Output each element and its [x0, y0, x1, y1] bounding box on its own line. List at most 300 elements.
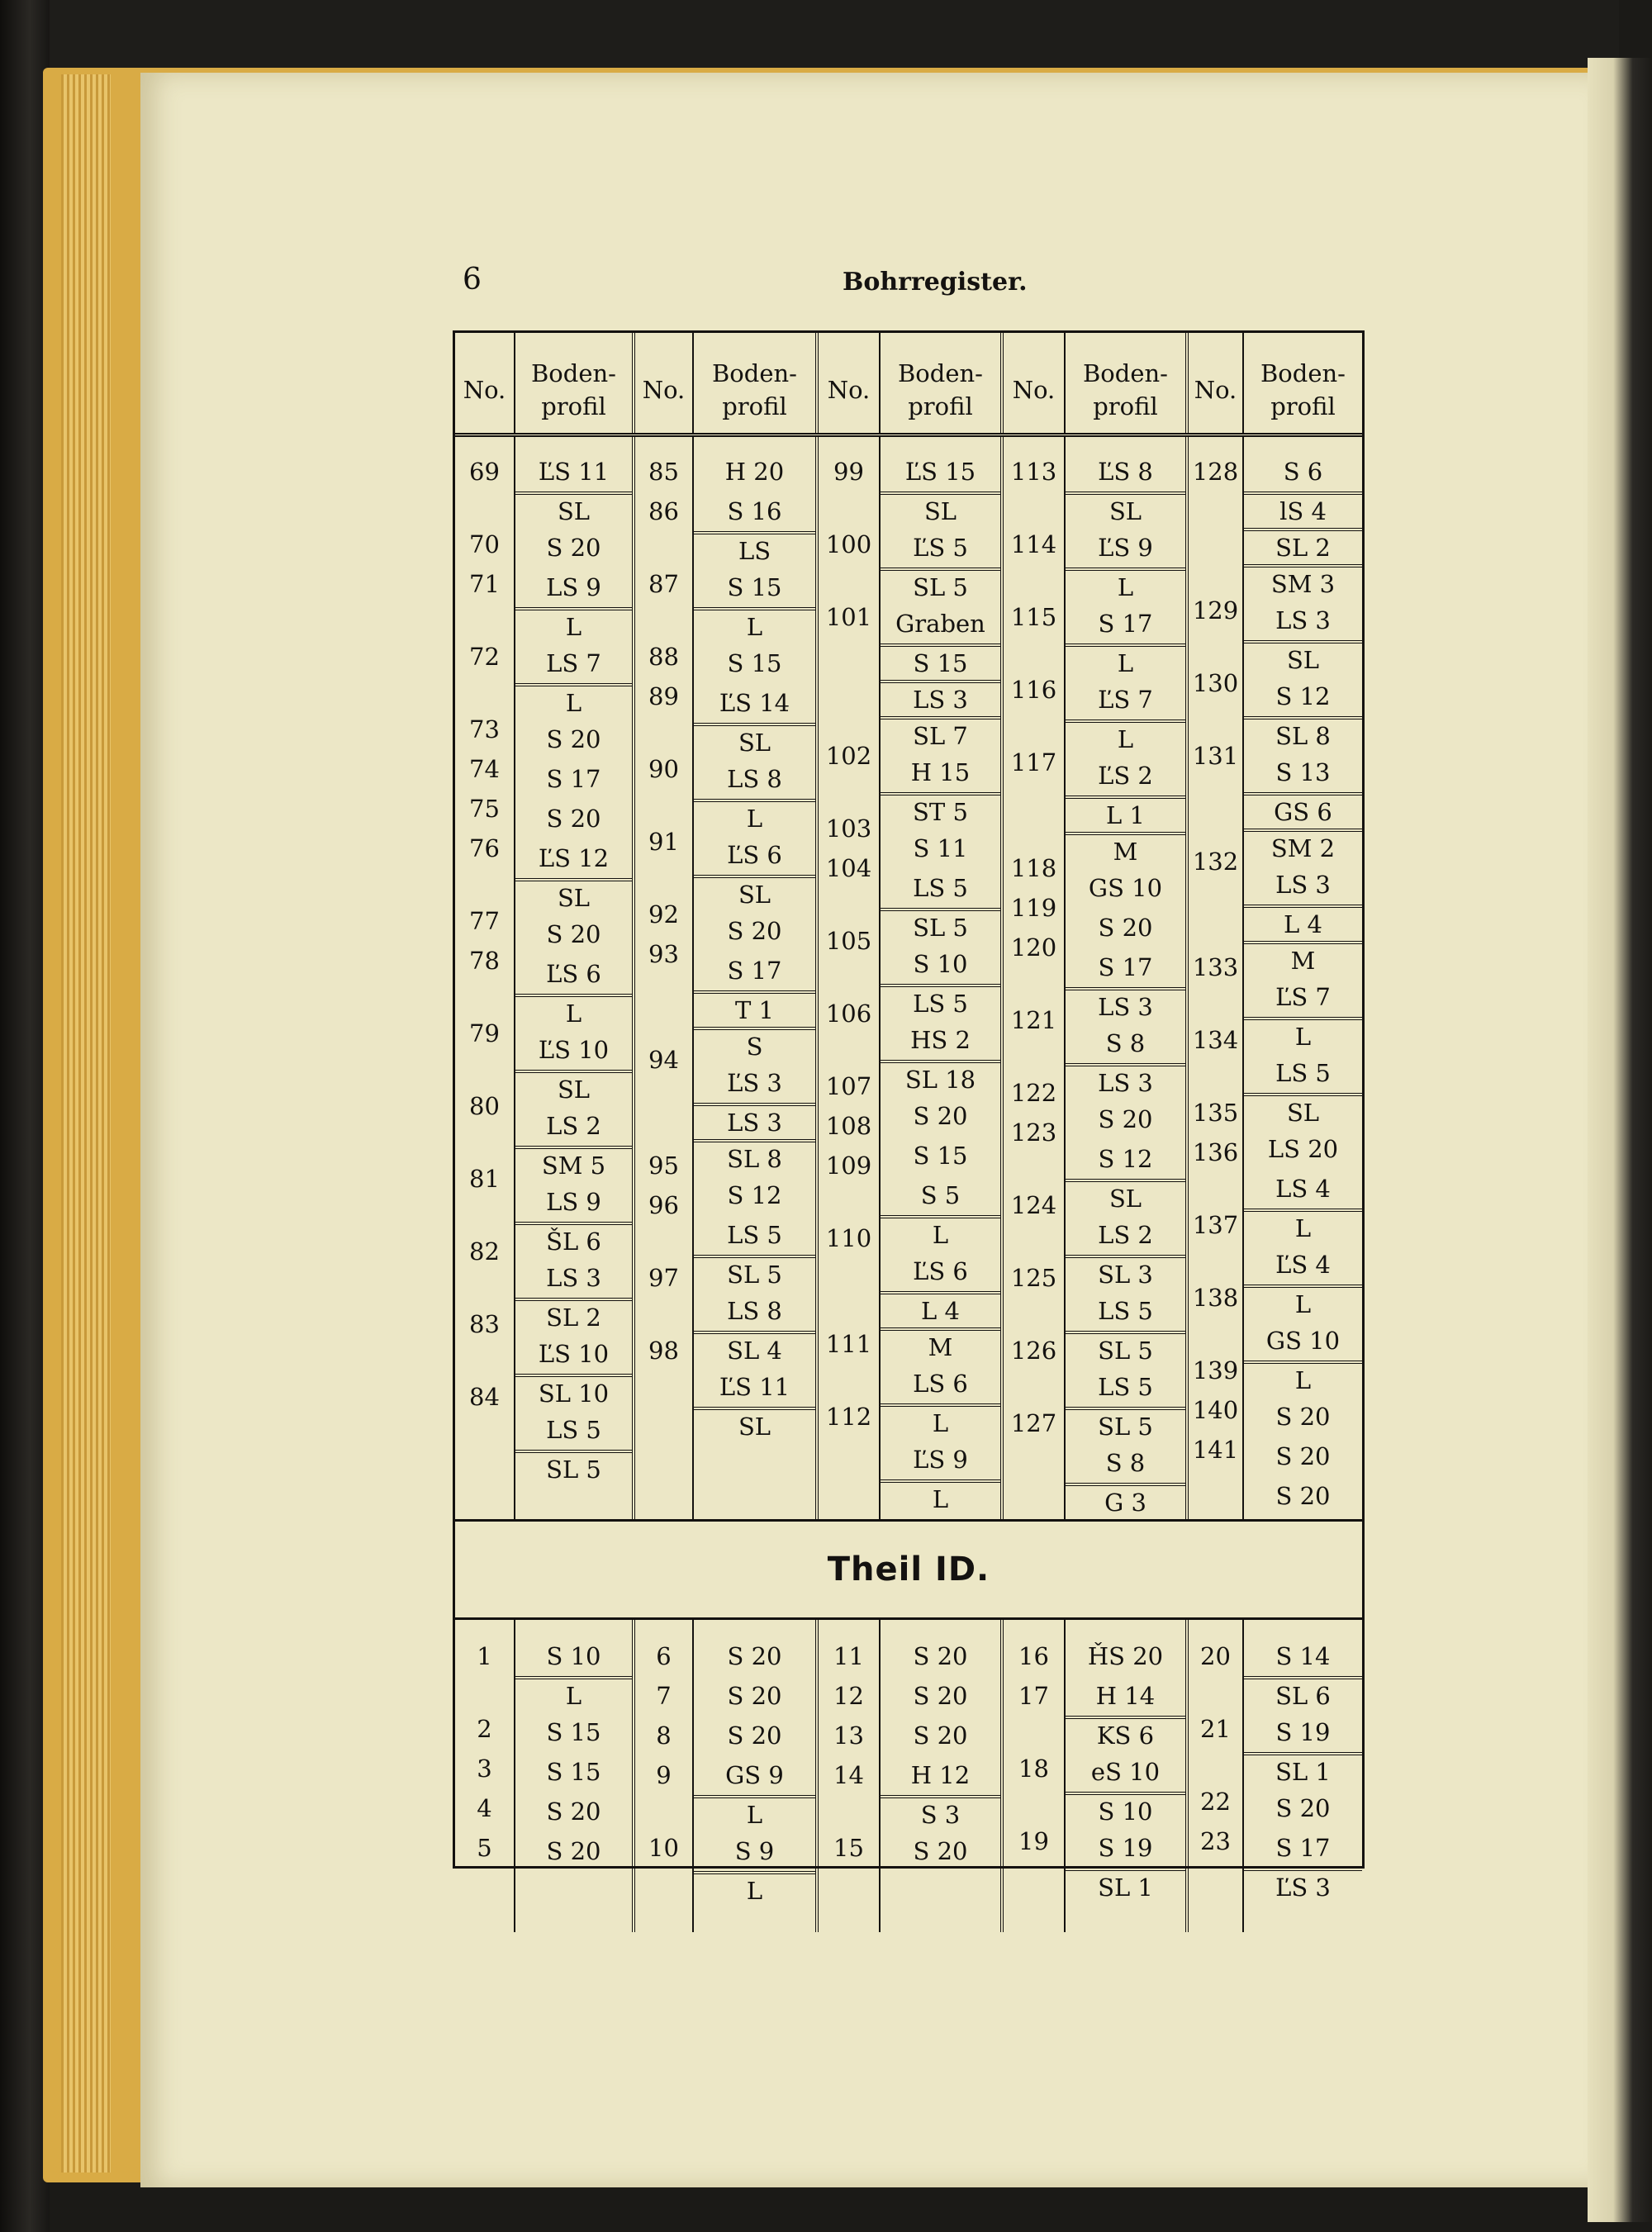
boring-number: 107: [825, 1072, 872, 1100]
soil-layer: L: [515, 607, 632, 643]
soil-profile: [881, 1716, 1000, 1755]
soil-layer: S 17: [1098, 953, 1153, 981]
soil-layer: L 1: [1066, 795, 1185, 832]
soil-layer: LS 7: [546, 649, 601, 677]
soil-layer: H 20: [724, 458, 785, 486]
soil-profile: [1066, 908, 1185, 947]
soil-profile: [515, 799, 632, 838]
soil-profile: [881, 452, 1000, 528]
soil-profile: [1244, 1397, 1362, 1437]
soil-layer: SM 5: [515, 1146, 632, 1182]
boring-number: 2: [477, 1715, 492, 1743]
soil-layer: SL 5: [1066, 1331, 1185, 1367]
soil-layer: S 11: [913, 834, 968, 862]
soil-layer: SL: [881, 492, 1000, 528]
soil-profile: [1066, 947, 1185, 1023]
soil-layer: LS 2: [1098, 1221, 1153, 1249]
boring-number: 110: [825, 1224, 872, 1252]
soil-layer: S 13: [1275, 758, 1331, 786]
soil-layer: S 12: [727, 1181, 782, 1209]
soil-profile: [1244, 753, 1362, 865]
soil-profile: [1066, 1099, 1185, 1139]
soil-profile: [881, 1251, 1000, 1364]
header-row: [455, 333, 1362, 435]
column-no: [455, 435, 515, 1520]
soil-layer: ST 5: [881, 792, 1000, 829]
boring-number: 115: [1010, 603, 1057, 631]
soil-layer: M: [1244, 941, 1362, 977]
soil-layer: LS 3: [1066, 987, 1185, 1023]
header-text-line: profil: [722, 392, 787, 420]
soil-layer: S 20: [1275, 1482, 1331, 1510]
boring-number: 124: [1010, 1191, 1057, 1219]
soil-layer: S 8: [1105, 1029, 1146, 1057]
soil-layer: S 20: [546, 805, 601, 833]
soil-layer: S 20: [546, 920, 601, 948]
boring-number: 20: [1200, 1642, 1231, 1670]
soil-profile: [1066, 1676, 1185, 1752]
boring-number: 87: [648, 570, 679, 598]
soil-profile: [694, 911, 815, 951]
soil-profile: [515, 1182, 632, 1258]
soil-layer: SL: [694, 875, 815, 911]
soil-layer: LS 2: [546, 1112, 601, 1140]
boring-number: 72: [469, 643, 500, 671]
boring-number: 136: [1192, 1138, 1239, 1166]
soil-layer: S 19: [1098, 1834, 1153, 1862]
soil-layer: S 20: [1275, 1403, 1331, 1431]
soil-layer: SL: [1066, 1179, 1185, 1215]
soil-layer: ĽS 9: [1098, 534, 1153, 562]
boring-number: 13: [833, 1721, 864, 1750]
soil-profile: [1066, 1139, 1185, 1215]
boring-number: 88: [648, 643, 679, 671]
soil-profile: [1066, 680, 1185, 756]
boring-number: 79: [469, 1019, 500, 1047]
soil-layer: SM 3: [1244, 564, 1362, 601]
boring-number: 69: [469, 458, 500, 486]
soil-layer: L: [881, 1403, 1000, 1440]
soil-layer: S 12: [1098, 1145, 1153, 1173]
soil-profile: [515, 1106, 632, 1182]
soil-layer: ĽS 10: [538, 1340, 610, 1368]
soil-layer: SL 10: [515, 1374, 632, 1410]
soil-layer: L: [881, 1479, 1000, 1516]
soil-layer: S 5: [920, 1181, 961, 1209]
soil-layer: LS 5: [727, 1221, 782, 1249]
soil-profile: [515, 1831, 632, 1871]
boring-number: 81: [469, 1165, 500, 1193]
soil-profile: [694, 1676, 815, 1716]
soil-layer: S 20: [913, 1682, 968, 1710]
column-bodenprofil: [515, 1620, 634, 1932]
column-no: [1187, 1620, 1243, 1932]
boring-number: 104: [825, 854, 872, 882]
soil-layer: ĽS 7: [1098, 686, 1153, 714]
soil-layer: SL: [515, 878, 632, 914]
column-bodenprofil: [693, 1620, 817, 1932]
soil-layer: LS 3: [1275, 871, 1331, 899]
soil-profile: [1244, 1129, 1362, 1169]
soil-layer: L: [1066, 567, 1185, 604]
soil-profile: [881, 1636, 1000, 1676]
soil-profile: [515, 1030, 632, 1106]
soil-layer: SL 5: [881, 908, 1000, 944]
column-bodenprofil: [515, 435, 634, 1520]
boring-number: 1: [477, 1642, 492, 1670]
soil-profile: [1244, 677, 1362, 753]
soil-layer: ŠL 6: [515, 1222, 632, 1258]
soil-profile: [515, 719, 632, 759]
boring-number: 101: [825, 603, 872, 631]
soil-layer: S 15: [727, 573, 782, 601]
boring-number: 73: [469, 715, 500, 743]
soil-profile: [515, 1258, 632, 1334]
boring-number: 93: [648, 940, 679, 968]
boring-number: 94: [648, 1046, 679, 1074]
soil-layer: LS 8: [727, 765, 782, 793]
soil-layer: L: [1244, 1285, 1362, 1321]
soil-layer: L: [1244, 1017, 1362, 1053]
boring-number: 125: [1010, 1264, 1057, 1292]
soil-layer: S 10: [546, 1642, 601, 1670]
soil-layer: LS 5: [913, 874, 968, 902]
soil-profile: [694, 1716, 815, 1755]
boring-number: 77: [469, 907, 500, 935]
boring-number: 98: [648, 1337, 679, 1365]
soil-layer: LS 4: [1275, 1175, 1331, 1203]
soil-profile: [694, 1831, 815, 1907]
boring-number: 114: [1010, 530, 1057, 558]
boring-number: 4: [477, 1794, 492, 1822]
soil-layer: S 10: [913, 950, 968, 978]
soil-profile: [515, 1792, 632, 1831]
soil-layer: L: [881, 1215, 1000, 1251]
boring-number: 108: [825, 1112, 872, 1140]
column-header-no: No.: [634, 333, 693, 435]
soil-layer: S 15: [546, 1758, 601, 1786]
soil-profile: [515, 1752, 632, 1792]
soil-layer: LS 20: [1267, 1135, 1339, 1163]
soil-layer: M: [1066, 832, 1185, 868]
boring-number: 129: [1192, 596, 1239, 624]
page-number: 6: [463, 263, 482, 297]
boring-number: 21: [1200, 1715, 1231, 1743]
soil-layer: S 20: [546, 1837, 601, 1865]
header-text-line: profil: [1270, 392, 1336, 420]
soil-layer: ĽS 10: [538, 1036, 610, 1064]
boring-number: 83: [469, 1310, 500, 1338]
soil-layer: SL 2: [1244, 528, 1362, 564]
soil-profile: [1066, 1443, 1185, 1519]
header-text-line: Boden-: [1083, 359, 1168, 388]
soil-layer: SL: [694, 1407, 815, 1443]
soil-layer: S 17: [546, 765, 601, 793]
soil-layer: GS 10: [1088, 874, 1163, 902]
soil-profile: [881, 868, 1000, 944]
soil-layer: ĽS 7: [1275, 983, 1331, 1011]
header-text-line: profil: [908, 392, 973, 420]
soil-layer: lS 4: [1244, 492, 1362, 528]
soil-layer: S 20: [1098, 1105, 1153, 1133]
soil-layer: LS 3: [1066, 1063, 1185, 1099]
soil-layer: LS 3: [546, 1264, 601, 1292]
soil-profile: [1066, 1367, 1185, 1443]
soil-layer: S 20: [913, 1837, 968, 1865]
soil-layer: SL: [515, 1070, 632, 1106]
soil-profile: [694, 1636, 815, 1676]
soil-layer: Graben: [895, 610, 985, 638]
column-no: [1002, 435, 1065, 1520]
soil-profile: [515, 452, 632, 528]
soil-profile: [1244, 1828, 1362, 1904]
column-header-no: No.: [1187, 333, 1243, 435]
boring-number: 111: [825, 1330, 872, 1358]
soil-layer: LS 5: [546, 1416, 601, 1444]
soil-profile: [1244, 1636, 1362, 1712]
book-cover-edge: [0, 0, 50, 2232]
boring-number: 8: [656, 1721, 672, 1750]
boring-number: 86: [648, 497, 679, 525]
soil-layer: G 3: [1066, 1483, 1185, 1519]
boring-number: 135: [1192, 1099, 1239, 1127]
boring-number: 14: [833, 1761, 864, 1789]
boring-number: 132: [1192, 848, 1239, 876]
soil-layer: LS: [694, 531, 815, 567]
soil-layer: S 19: [1275, 1718, 1331, 1746]
soil-layer: S 20: [727, 1682, 782, 1710]
boring-number: 5: [477, 1834, 492, 1862]
soil-profile: [1066, 756, 1185, 868]
soil-layer: S 20: [913, 1642, 968, 1670]
boring-number: 127: [1010, 1409, 1057, 1437]
boring-number: 74: [469, 755, 500, 783]
soil-layer: S 3: [881, 1795, 1000, 1831]
soil-profile: [694, 567, 815, 643]
soil-layer: H 14: [1095, 1682, 1156, 1710]
boring-number: 131: [1192, 742, 1239, 770]
column-bodenprofil: [1065, 1620, 1187, 1932]
soil-layer: ĽS 11: [719, 1373, 790, 1401]
boring-number: 141: [1192, 1436, 1239, 1464]
column-bodenprofil: [880, 1620, 1002, 1932]
soil-profile: [1244, 1169, 1362, 1245]
soil-layer: LS 3: [881, 680, 1000, 716]
soil-layer: L: [515, 1676, 632, 1712]
soil-layer: GS 10: [1265, 1327, 1341, 1355]
boring-number: 75: [469, 795, 500, 823]
running-title: Bohrregister.: [843, 268, 1028, 297]
column-bodenprofil: [693, 435, 817, 1520]
boring-number: 106: [825, 1000, 872, 1028]
soil-profile: [515, 528, 632, 567]
soil-layer: L: [694, 1871, 815, 1907]
soil-profile: [1066, 604, 1185, 680]
soil-layer: SL 1: [1244, 1752, 1362, 1788]
page-header: [463, 263, 1338, 312]
soil-layer: H 15: [910, 758, 971, 786]
soil-layer: LS 8: [727, 1297, 782, 1325]
soil-profile: [1066, 1828, 1185, 1904]
boring-number: 3: [477, 1755, 492, 1783]
soil-layer: H 12: [910, 1761, 971, 1789]
soil-profile: [1066, 868, 1185, 908]
soil-layer: GS 9: [725, 1761, 784, 1789]
column-bodenprofil: [1243, 1620, 1362, 1932]
soil-profile: [1244, 1245, 1362, 1321]
boring-number: 80: [469, 1092, 500, 1120]
soil-layer: S 6: [1283, 458, 1323, 486]
soil-layer: SL 18: [881, 1060, 1000, 1096]
column-header-bodenprofil: [1243, 333, 1362, 435]
boring-number: 120: [1010, 933, 1057, 962]
boring-number: 22: [1200, 1788, 1231, 1816]
boring-number: 9: [656, 1761, 672, 1789]
soil-layer: S 20: [1275, 1442, 1331, 1470]
soil-profile: [694, 759, 815, 835]
boring-number: 84: [469, 1383, 500, 1411]
boring-number: 139: [1192, 1356, 1239, 1384]
soil-layer: SL 5: [515, 1450, 632, 1486]
header-text-line: Boden-: [898, 359, 983, 388]
body-row: [455, 435, 1362, 1520]
soil-profile: [881, 1175, 1000, 1251]
header-text-line: Boden-: [1260, 359, 1346, 388]
soil-profile: [515, 838, 632, 914]
soil-profile: [694, 492, 815, 567]
soil-profile: [1066, 1023, 1185, 1099]
boring-number: 12: [833, 1682, 864, 1710]
soil-profile: [694, 683, 815, 759]
soil-profile: [881, 604, 1000, 753]
boring-number: 91: [648, 828, 679, 856]
column-header-bodenprofil: [693, 333, 817, 435]
boring-number: 95: [648, 1152, 679, 1180]
boring-number: 109: [825, 1152, 872, 1180]
soil-layer: ĽS 6: [727, 841, 782, 869]
boring-number: 138: [1192, 1284, 1239, 1312]
soil-layer: S 15: [913, 1142, 968, 1170]
soil-layer: S 20: [727, 1642, 782, 1670]
soil-layer: L: [1066, 719, 1185, 756]
column-no: [817, 435, 880, 1520]
boring-number: 105: [825, 927, 872, 955]
soil-layer: S 16: [727, 497, 782, 525]
soil-layer: LS 6: [913, 1370, 968, 1398]
soil-profile: [515, 954, 632, 1030]
boring-number: 122: [1010, 1079, 1057, 1107]
soil-layer: L 4: [1244, 905, 1362, 941]
boring-number: 140: [1192, 1396, 1239, 1424]
soil-layer: T 1: [694, 990, 815, 1027]
boring-number: 99: [833, 458, 864, 486]
soil-layer: S 20: [546, 534, 601, 562]
facing-page-edge: [1588, 58, 1652, 2222]
section-title: Theil ID.: [455, 1519, 1362, 1620]
soil-layer: ĽS 9: [913, 1446, 968, 1474]
soil-layer: S 20: [546, 1797, 601, 1826]
soil-profile: [1066, 1636, 1185, 1676]
soil-profile: [1244, 865, 1362, 977]
table-part-top: [455, 333, 1362, 1519]
boring-number: 17: [1018, 1682, 1049, 1710]
boring-number: 128: [1192, 458, 1239, 486]
boring-number: 113: [1010, 458, 1057, 486]
soil-layer: LS 3: [694, 1103, 815, 1139]
soil-layer: S 20: [727, 917, 782, 945]
soil-layer: ĽS 15: [904, 458, 976, 486]
soil-profile: [881, 1136, 1000, 1175]
boring-number: 123: [1010, 1118, 1057, 1147]
soil-profile: [1244, 1476, 1362, 1516]
soil-layer: SL: [515, 492, 632, 528]
soil-layer: SL 5: [1066, 1407, 1185, 1443]
soil-profile: [515, 759, 632, 799]
soil-layer: SL 5: [694, 1255, 815, 1291]
soil-layer: SL 6: [1244, 1676, 1362, 1712]
boring-number: 117: [1010, 748, 1057, 776]
soil-layer: ĽS 3: [727, 1069, 782, 1097]
soil-profile: [881, 1096, 1000, 1136]
soil-layer: SL 8: [1244, 716, 1362, 753]
soil-profile: [1066, 528, 1185, 604]
soil-layer: LS 5: [1098, 1373, 1153, 1401]
soil-layer: SM 2: [1244, 829, 1362, 865]
header-text-line: profil: [541, 392, 606, 420]
soil-profile: [515, 1712, 632, 1752]
soil-layer: SL 5: [881, 567, 1000, 604]
soil-profile: [1066, 1215, 1185, 1291]
soil-profile: [515, 1334, 632, 1410]
soil-profile: [515, 567, 632, 643]
boring-number: 100: [825, 530, 872, 558]
soil-layer: ĽS 4: [1275, 1251, 1331, 1279]
soil-layer: S 12: [1275, 682, 1331, 710]
soil-profile: [694, 1367, 815, 1443]
soil-layer: ȞS 20: [1087, 1642, 1164, 1670]
soil-profile: [515, 643, 632, 719]
soil-layer: SL 4: [694, 1331, 815, 1367]
soil-layer: L: [694, 799, 815, 835]
column-bodenprofil: [1065, 435, 1187, 1520]
soil-layer: ĽS 6: [546, 960, 601, 988]
soil-layer: HS 2: [910, 1026, 971, 1054]
soil-profile: [881, 1676, 1000, 1716]
soil-profile: [1244, 1788, 1362, 1828]
soil-layer: SL 7: [881, 716, 1000, 753]
soil-profile: [515, 914, 632, 954]
column-bodenprofil: [1243, 435, 1362, 1520]
soil-layer: S 20: [913, 1721, 968, 1750]
soil-layer: S 20: [546, 725, 601, 753]
soil-layer: L: [1244, 1361, 1362, 1397]
boring-number: 7: [656, 1682, 672, 1710]
soil-layer: S 17: [727, 957, 782, 985]
soil-profile: [881, 944, 1000, 1020]
boring-number: 90: [648, 755, 679, 783]
boring-number: 10: [648, 1834, 679, 1862]
boring-number: 76: [469, 834, 500, 862]
boring-number: 92: [648, 900, 679, 928]
soil-layer: SL: [1066, 492, 1185, 528]
column-no: [1002, 1620, 1065, 1932]
soil-layer: ĽS 6: [913, 1257, 968, 1285]
boring-number: 89: [648, 682, 679, 710]
soil-profile: [1066, 1752, 1185, 1828]
soil-profile: [881, 1364, 1000, 1440]
soil-layer: GS 6: [1244, 792, 1362, 829]
soil-layer: LS 3: [1275, 606, 1331, 634]
